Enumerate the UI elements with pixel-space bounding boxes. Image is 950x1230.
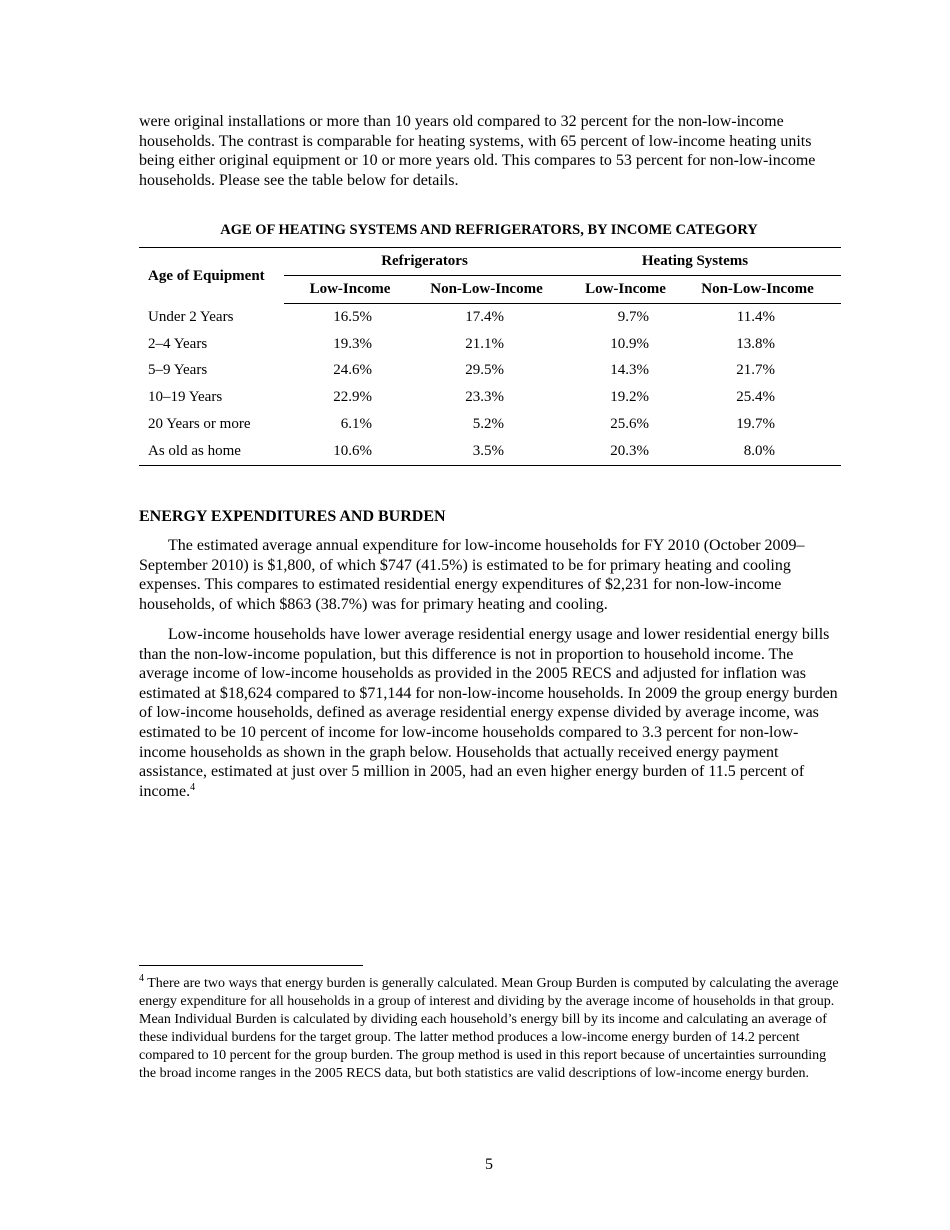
footnote-reference[interactable]: 4 — [190, 781, 196, 793]
heating-systems-group-header: Heating Systems — [559, 248, 841, 276]
col-heat-low-income: Low-Income — [559, 276, 684, 304]
refrigerators-group-header: Refrigerators — [284, 248, 559, 276]
intro-paragraph: were original installations or more than 10 years old compared to 32 percent for the non-low-income households. The contrast is comparable for heating systems, with 65 percent of low-income heating units being either original equipment or 10 or more years old. This compares to 53 percent for non-low-income households. Please see the table below for details. — [139, 113, 816, 189]
footnote-marker: 4 — [139, 973, 144, 984]
cell-ref-low: 19.3% — [333, 335, 372, 352]
row-age-label: 10–19 Years — [148, 389, 223, 406]
section-heading: ENERGY EXPENDITURES AND BURDEN — [139, 508, 446, 525]
cell-ref-non: 29.5% — [465, 362, 504, 379]
cell-heat-non: 25.4% — [736, 389, 775, 406]
table-row — [139, 438, 841, 465]
cell-ref-non: 5.2% — [472, 416, 504, 433]
cell-heat-low: 9.7% — [617, 308, 649, 325]
cell-heat-low: 20.3% — [559, 438, 684, 465]
cell-heat-non: 13.8% — [736, 335, 775, 352]
cell-ref-low: 6.1% — [340, 416, 372, 433]
col-ref-low-income: Low-Income — [284, 276, 410, 304]
table-title: AGE OF HEATING SYSTEMS AND REFRIGERATORS, BY INCOME CATEGORY — [220, 222, 758, 238]
age-of-equipment-header: Age of Equipment — [139, 248, 284, 304]
table-group-header-row — [139, 248, 841, 276]
cell-heat-non: 8.0% — [684, 438, 841, 465]
cell-ref-non: 21.1% — [465, 335, 504, 352]
cell-heat-non: 21.7% — [736, 362, 775, 379]
table-row — [139, 384, 841, 411]
cell-heat-low: 19.2% — [610, 389, 649, 406]
cell-heat-non: 11.4% — [736, 308, 775, 325]
footnote-divider — [139, 965, 363, 966]
footnote-text: There are two ways that energy burden is generally calculated. Mean Group Burden is computed by calculating the average energy expenditure for all households in a group of interest and dividing by the average income of households in that group. Mean Individual Burden is calculated by dividing each household’s energy bill by its income and calculating an average of these individual burdens for the target group. The latter method produces a low-income energy burden of 14.2 percent compared to 10 percent for the group burden. The group method is used in this report because of uncertainties surrounding the broad income ranges in the 2005 RECS data, but both statistics are valid descriptions of low-income energy burden. — [139, 976, 839, 1081]
footnote — [139, 975, 839, 1083]
cell-ref-low: 16.5% — [333, 308, 372, 325]
cell-ref-non: 17.4% — [465, 308, 504, 325]
row-age-label: As old as home — [139, 438, 284, 465]
body-paragraph-text: Low-income households have lower average residential energy usage and lower residential energy bills than the non-low-income population, but this difference is not in proportion to household income. The average income of low-income households as provided in the 2005 RECS and adjusted for inflation was estimated at $18,624 compared to $71,144 for non-low-income households. In 2009 the group energy burden of low-income households, defined as average residential energy expense divided by average income, was estimated to be 10 percent of income for low-income households compared to 3.3 percent for non-low-income households as shown in the graph below. Households that actually received energy payment assistance, estimated at just over 5 million in 2005, had an even higher energy burden of 11.5 percent of income. — [139, 626, 838, 800]
table-row — [139, 331, 841, 358]
cell-ref-low: 22.9% — [333, 389, 372, 406]
table-row — [139, 358, 841, 385]
cell-ref-low: 10.6% — [284, 438, 410, 465]
col-ref-non-low-income: Non-Low-Income — [410, 276, 559, 304]
table-row — [139, 304, 841, 331]
cell-heat-non: 19.7% — [736, 416, 775, 433]
cell-ref-non: 23.3% — [465, 389, 504, 406]
body-paragraph — [139, 625, 839, 801]
equipment-age-table — [139, 247, 841, 466]
row-age-label: 5–9 Years — [148, 362, 208, 379]
row-age-label: 20 Years or more — [148, 416, 251, 433]
row-age-label: 2–4 Years — [148, 335, 208, 352]
col-heat-non-low-income: Non-Low-Income — [684, 276, 841, 304]
cell-ref-non: 3.5% — [410, 438, 559, 465]
cell-ref-low: 24.6% — [333, 362, 372, 379]
table-row — [139, 411, 841, 438]
body-paragraph: The estimated average annual expenditure for low-income households for FY 2010 (October 2009–September 2010) is $1,800, of which $747 (41.5%) is estimated to be for primary heating and cooling expenses. This compares to estimated residential energy expenditures of $2,231 for non-low-income households, of which $863 (38.7%) was for primary heating and cooling. — [139, 537, 805, 613]
cell-heat-low: 25.6% — [610, 416, 649, 433]
row-age-label: Under 2 Years — [148, 308, 234, 325]
cell-heat-low: 14.3% — [610, 362, 649, 379]
cell-heat-low: 10.9% — [610, 335, 649, 352]
page-number: 5 — [485, 1156, 493, 1173]
